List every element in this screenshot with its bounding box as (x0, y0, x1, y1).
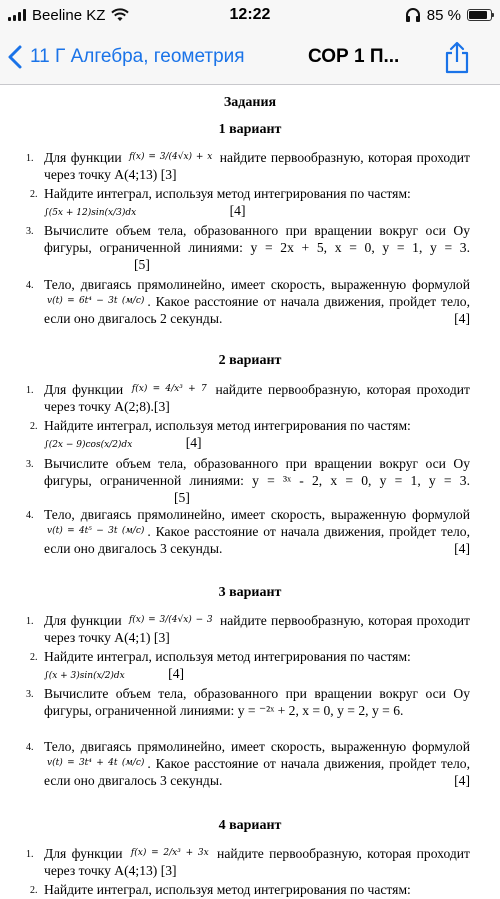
task-3: 3. Вычислите объем тела, образованного при вращении вокруг оси Oy фигуры, ограниченной линиями: y = ⁻²ˣ + 2, x = 0, y = 2, y = 6. (26, 686, 470, 718)
navigation-bar (0, 30, 500, 85)
variant-title: 3 вариант (218, 585, 282, 600)
share-button[interactable] (444, 40, 474, 74)
formula: f(x) = 3/(4√x) − 3 (128, 615, 213, 625)
formula: f(x) = 3/(4√x) + x (129, 152, 213, 162)
task-2: 2. Найдите интеграл, используя метод интегрирования по частям: ∫(2x − 9)cos(x/2)dx [4] (30, 418, 411, 450)
status-right (405, 4, 492, 26)
task-1: 1. Для функции $^{f(x) = 4/x^3 + 7}$ найдите первообразную, которая проходит через точку А(2;8).[3] (26, 382, 470, 414)
task-3: 3. Вычислите объем тела, образованного при вращении вокруг оси Oy фигуры, ограниченной линиями: y = 2x + 5, x = 0, y = 1, y = 3. [5] (26, 223, 470, 272)
status-bar (0, 0, 500, 30)
chevron-left-icon (8, 45, 22, 69)
document-title: СОР 1 П... (308, 46, 400, 67)
task-4: 4. Тело, двигаясь прямолинейно, имеет скорость, выраженную формулой $^{v(t) = 6t^4 - 3t (м/с)}$ . Какое расстояние от начала движения, пройдет тело, если оно двигалось 2 секунды. [4] (26, 277, 470, 326)
task-score: [4] (229, 203, 246, 218)
task-score: [4] (454, 541, 470, 556)
task-3: 3. Вычислите объем тела, образованного при вращении вокруг оси Oy фигуры, ограниченной линиями: y = ³ˣ - 2, x = 0, y = 1, y = 3. [5] (26, 456, 470, 505)
headphones-icon (405, 8, 421, 22)
formula: f(x) = 4/x³ + 7 (131, 384, 207, 394)
task-score: [4] (454, 311, 470, 326)
back-label: 11 Г Алгебра, геометрия (30, 46, 245, 67)
task-1: 1. Для функции $^{f(x) = 2/x^3 + 3x}$ найдите первообразную, которая проходит через точку А(4;13) [3] (26, 846, 470, 878)
task-1: 1. Для функции $^{f(x) = 3/(4√x) + x}$ найдите первообразную, которая проходит через точку А(4;13) [3] (26, 150, 470, 182)
task-score: [4] (454, 773, 470, 788)
task-score: [5] (134, 257, 150, 272)
battery-percent: 85 % (426, 6, 461, 24)
task-score: [4] (185, 435, 202, 450)
task-2: 2. Найдите интеграл, используя метод интегрирования по частям: ∫(5x + 12)sin(x/3)dx [4] (30, 186, 411, 218)
task-2: 2. Найдите интеграл, используя метод интегрирования по частям: ∫(x + 3)sin(x/2)dx [4] (30, 649, 411, 681)
task-4: 4. Тело, двигаясь прямолинейно, имеет скорость, выраженную формулой $^{v(t) = 4t^5 - 3t (м/с)}$ . Какое расстояние от начала движения, пройдет тело, если оно двигалось 3 секунды. [4] (26, 507, 470, 556)
battery-icon (467, 9, 492, 21)
task-score: [4] (168, 666, 185, 681)
variant-title: 2 вариант (218, 353, 282, 368)
share-icon (444, 40, 470, 74)
formula: ∫(2x − 9)cos(x/2)dx (44, 440, 133, 450)
carrier-name: Beeline KZ (32, 6, 106, 24)
formula: f(x) = 2/x³ + 3x (130, 848, 209, 858)
battery-fill (469, 11, 487, 19)
task-1: 1. Для функции $^{f(x) = 3/(4√x) - 3}$ найдите первообразную, которая проходит через точку А(4;1) [3] (26, 613, 470, 645)
formula: ∫(5x + 12)sin(x/3)dx (44, 208, 137, 218)
variant-title: 1 вариант (218, 122, 282, 137)
back-button[interactable] (8, 40, 245, 74)
task-4: 4. Тело, двигаясь прямолинейно, имеет скорость, выраженную формулой $^{v(t) = 3t^4 + 4t (м/с)}$ . Какое расстояние от начала движения, пройдет тело, если оно двигалось 3 секунды. [4] (26, 739, 470, 788)
task-score: [5] (174, 490, 190, 505)
formula: v(t) = 4t⁵ − 3t (м/с) (47, 526, 145, 536)
variant-title: 4 вариант (218, 818, 282, 833)
formula: ∫(x + 3)sin(x/2)dx (44, 671, 125, 681)
formula: v(t) = 3t⁴ + 4t (м/с) (47, 758, 145, 768)
formula: v(t) = 6t⁴ − 3t (м/с) (47, 296, 145, 306)
task-2: 2. Найдите интеграл, используя метод интегрирования по частям: (30, 882, 411, 897)
status-time: 12:22 (229, 6, 271, 23)
document-page[interactable] (0, 86, 500, 897)
document-heading: Задания (223, 95, 277, 110)
